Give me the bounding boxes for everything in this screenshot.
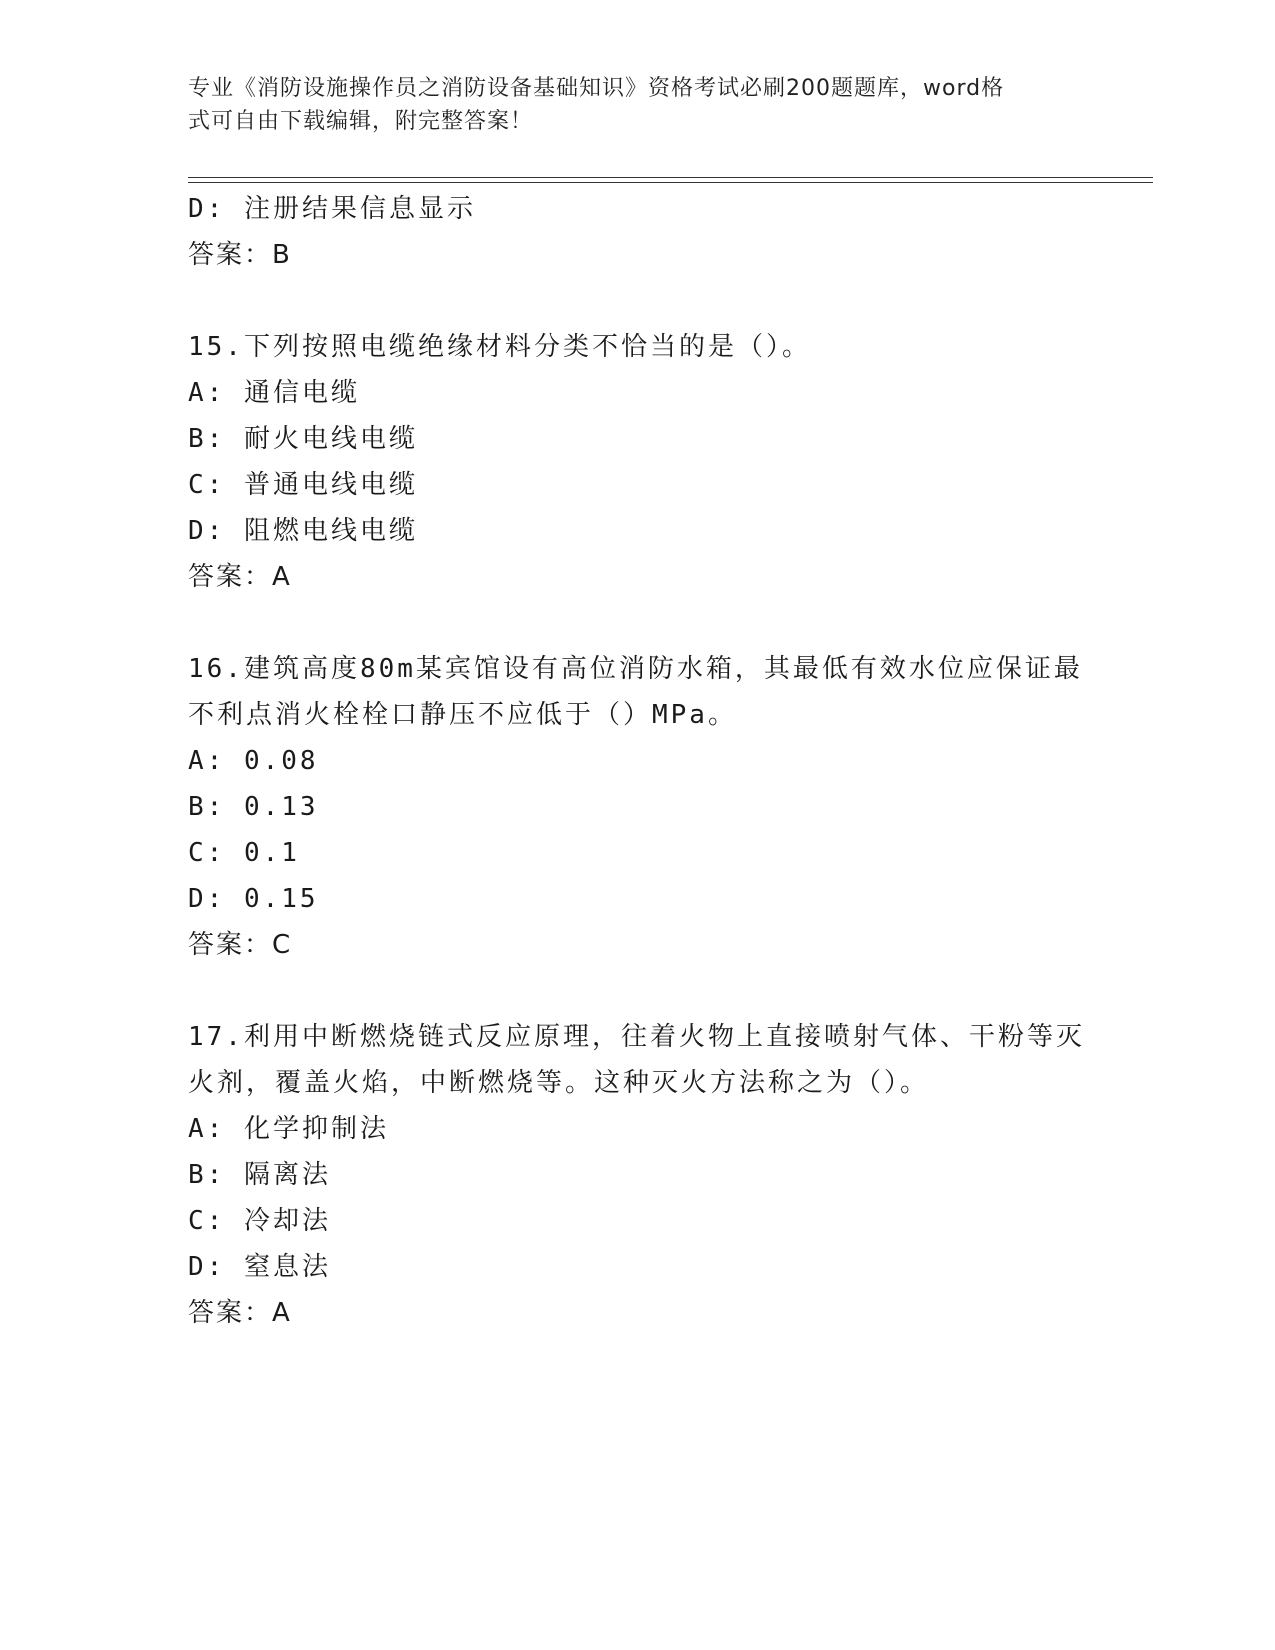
question-15 (188, 324, 1088, 600)
header-title-line-2: 式可自由下载编辑，附完整答案！ (188, 109, 534, 134)
document-header (188, 72, 1068, 138)
option-d: D: 阻燃电线电缆 (188, 516, 418, 546)
question-17 (188, 1014, 1088, 1336)
option-b: B: 0.13 (188, 792, 319, 822)
answer: 答案：A (188, 1298, 292, 1328)
question-content (188, 186, 1088, 1336)
header-title-line-1: 专业《消防设施操作员之消防设备基础知识》资格考试必刷200题题库，word格 (188, 76, 1005, 101)
question-stem-line-2: 火剂，覆盖火焰，中断燃烧等。这种灭火方法称之为（）。 (188, 1068, 930, 1098)
question-stem: 15.下列按照电缆绝缘材料分类不恰当的是（）。 (188, 332, 811, 362)
spacer (188, 600, 1088, 646)
question-stem-line-1: 16.建筑高度80m某宾馆设有高位消防水箱，其最低有效水位应保证最 (188, 654, 1083, 684)
prev-question-option-d: D: 注册结果信息显示 (188, 194, 476, 224)
question-stem-line-1: 17.利用中断燃烧链式反应原理，往着火物上直接喷射气体、干粉等灭 (188, 1022, 1085, 1052)
header-divider-bottom (188, 182, 1153, 183)
option-c: C: 普通电线电缆 (188, 470, 418, 500)
question-16 (188, 646, 1088, 968)
prev-question-answer: 答案：B (188, 240, 292, 270)
spacer (188, 968, 1088, 1014)
option-c: C: 0.1 (188, 838, 300, 868)
option-c: C: 冷却法 (188, 1206, 331, 1236)
option-d: D: 窒息法 (188, 1252, 331, 1282)
option-a: A: 化学抑制法 (188, 1114, 389, 1144)
spacer (188, 278, 1088, 324)
answer: 答案：A (188, 562, 292, 592)
header-divider-top (188, 177, 1153, 178)
option-a: A: 通信电缆 (188, 378, 360, 408)
question-stem-line-2: 不利点消火栓栓口静压不应低于（）MPa。 (188, 700, 737, 730)
answer: 答案：C (188, 930, 293, 960)
option-a: A: 0.08 (188, 746, 319, 776)
option-b: B: 耐火电线电缆 (188, 424, 418, 454)
option-b: B: 隔离法 (188, 1160, 331, 1190)
option-d: D: 0.15 (188, 884, 319, 914)
